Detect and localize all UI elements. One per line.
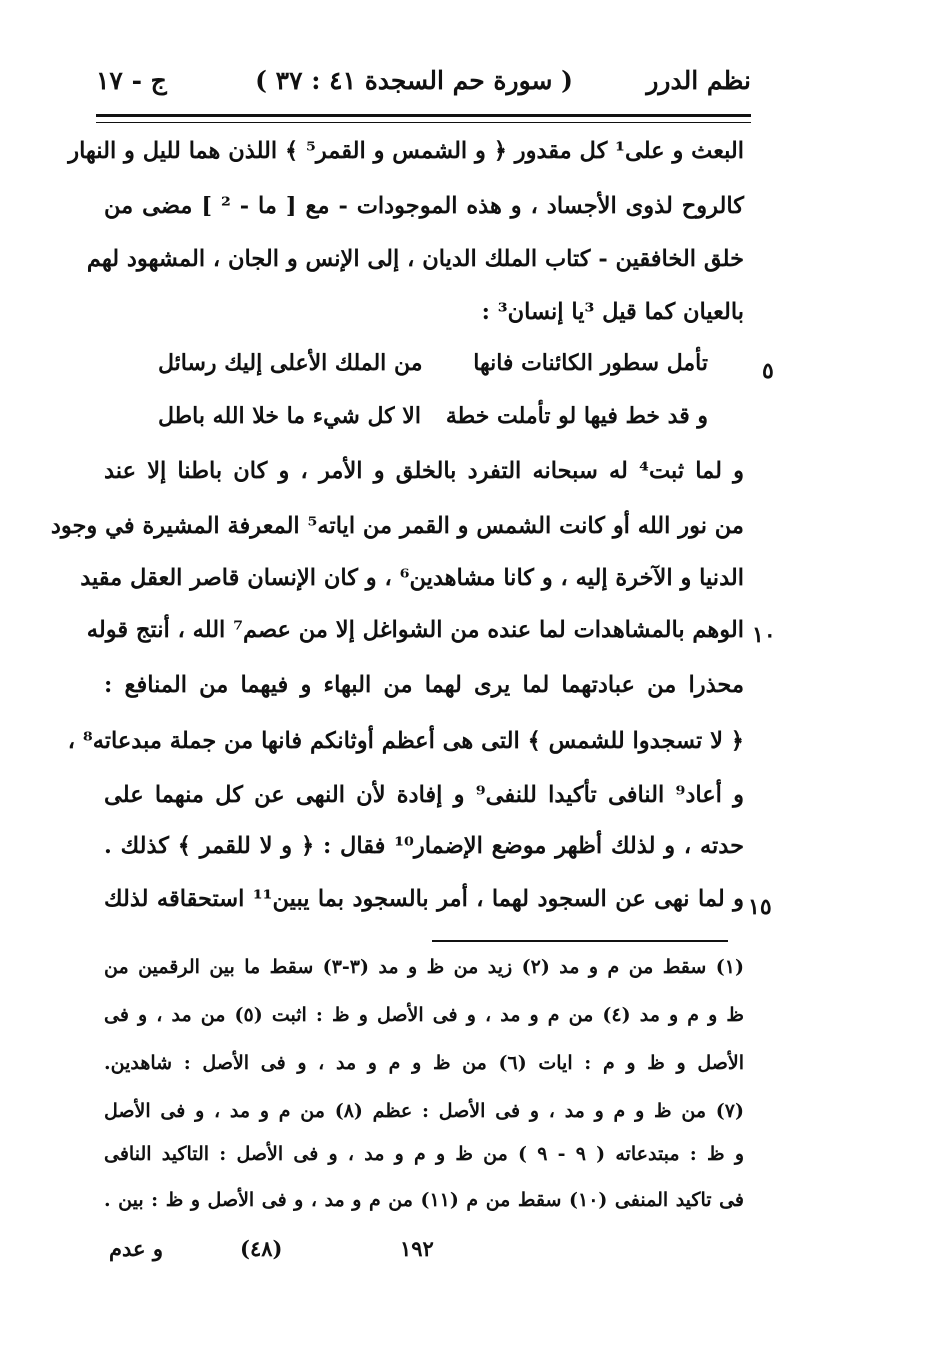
text-line: كالروح لذوى الأجساد ، و هذه الموجودات - مع [ ما - ² ] مضى من bbox=[104, 193, 744, 219]
text-line: و أعاد⁹ النافى تأكيدا للنفى⁹ و إفادة لأن النهى عن كل منهما على bbox=[104, 782, 744, 808]
signature-mark: (٤٨) bbox=[240, 1236, 283, 1261]
line-number-5: ٥ bbox=[762, 358, 774, 384]
text-line: الوهم بالمشاهدات لما عنده من الشواغل إلا من عصم⁷ الله ، أنتج قوله bbox=[86, 617, 744, 643]
text-line: ﴿ لا تسجدوا للشمس ﴾ التى هى أعظم أوثانكم فانها من جملة مبدعاته⁸ ، bbox=[67, 728, 744, 754]
footnote-rule bbox=[432, 940, 728, 942]
running-header bbox=[96, 62, 751, 102]
text-line: الدنيا و الآخرة إليه ، و كانا مشاهدين⁶ ، و كان الإنسان قاصر العقل مقيد bbox=[80, 565, 744, 591]
text-line: البعث و على¹ كل مقدور ﴿ و الشمس و القمر⁵ ﴾ اللذن هما لليل و النهار bbox=[68, 138, 744, 164]
text-line: و لما ثبت⁴ له سبحانه التفرد بالخلق و الأمر ، و كان باطنا إلا عند bbox=[104, 458, 744, 484]
book-title: نظم الدرر bbox=[646, 66, 751, 95]
verse-1-first-hemistich: تأمل سطور الكائنات فانها bbox=[473, 350, 708, 376]
surah-reference: ( سورة حم السجدة ٤١ : ٣٧ ) bbox=[255, 66, 573, 95]
catchword: و عدم bbox=[109, 1236, 164, 1261]
header-rule-thick bbox=[96, 114, 751, 117]
volume-number: ج - ١٧ bbox=[96, 66, 167, 95]
line-number-15: ١٥ bbox=[748, 894, 772, 920]
text-line: من نور الله أو كانت الشمس و القمر من اياته⁵ المعرفة المشيرة في وجود bbox=[50, 513, 744, 539]
footnote-line: ظ و م و مد (٤) من م و مد ، و فى الأصل و ظ : اثبت (٥) من مد ، و فى bbox=[104, 1004, 744, 1026]
text-line: و لما نهى عن السجود لهما ، أمر بالسجود بما يبين¹¹ استحقاقه لذلك bbox=[104, 886, 744, 912]
footnote-line: فى تاكيد المنفى (١٠) سقط من م (١١) من م و مد ، و فى الأصل و ظ : بين . bbox=[104, 1189, 744, 1211]
text-line: حدته ، و لذلك أظهر موضع الإضمار¹⁰ فقال : ﴿ و لا للقمر ﴾ كذلك . bbox=[104, 833, 744, 859]
page-number: ١٩٢ bbox=[400, 1236, 434, 1261]
line-number-10: ١٠ bbox=[752, 622, 776, 648]
verse-2-first-hemistich: و قد خط فيها لو تأملت خطة bbox=[445, 403, 708, 429]
header-rule-thin bbox=[96, 122, 751, 123]
verse-1-second-hemistich: من الملك الأعلى إليك رسائل bbox=[158, 350, 423, 376]
footnote-line: (٧) من ظ و م و مد ، و فى الأصل : عظم (٨) من م و مد ، و فى الأصل bbox=[104, 1100, 744, 1122]
footnote-line: (١) سقط من م و مد (٢) زيد من ظ و مد (٣-٣) سقط ما بين الرقمين من bbox=[104, 956, 744, 978]
footnote-line: و ظ : مبتدعاته ( ٩ - ٩ ) من ظ و م و مد ، و فى الأصل : التاكيد النافى bbox=[104, 1143, 744, 1165]
verse-2-second-hemistich: الا كل شيء ما خلا الله باطل bbox=[158, 403, 421, 429]
text-line: بالعيان كما قيل ³يا إنسان³ : bbox=[481, 299, 744, 325]
footnote-line: الأصل و ظ و م : ايات (٦) من ظ و م و مد ، و فى الأصل : شاهدين. bbox=[104, 1052, 744, 1074]
text-line: خلق الخافقين - كتاب الملك الديان ، إلى الإنس و الجان ، المشهود لهم bbox=[86, 246, 744, 272]
text-line: محذرا من عبادتهما لما يرى لهما من البهاء و فيهما من المنافع : bbox=[104, 672, 744, 698]
